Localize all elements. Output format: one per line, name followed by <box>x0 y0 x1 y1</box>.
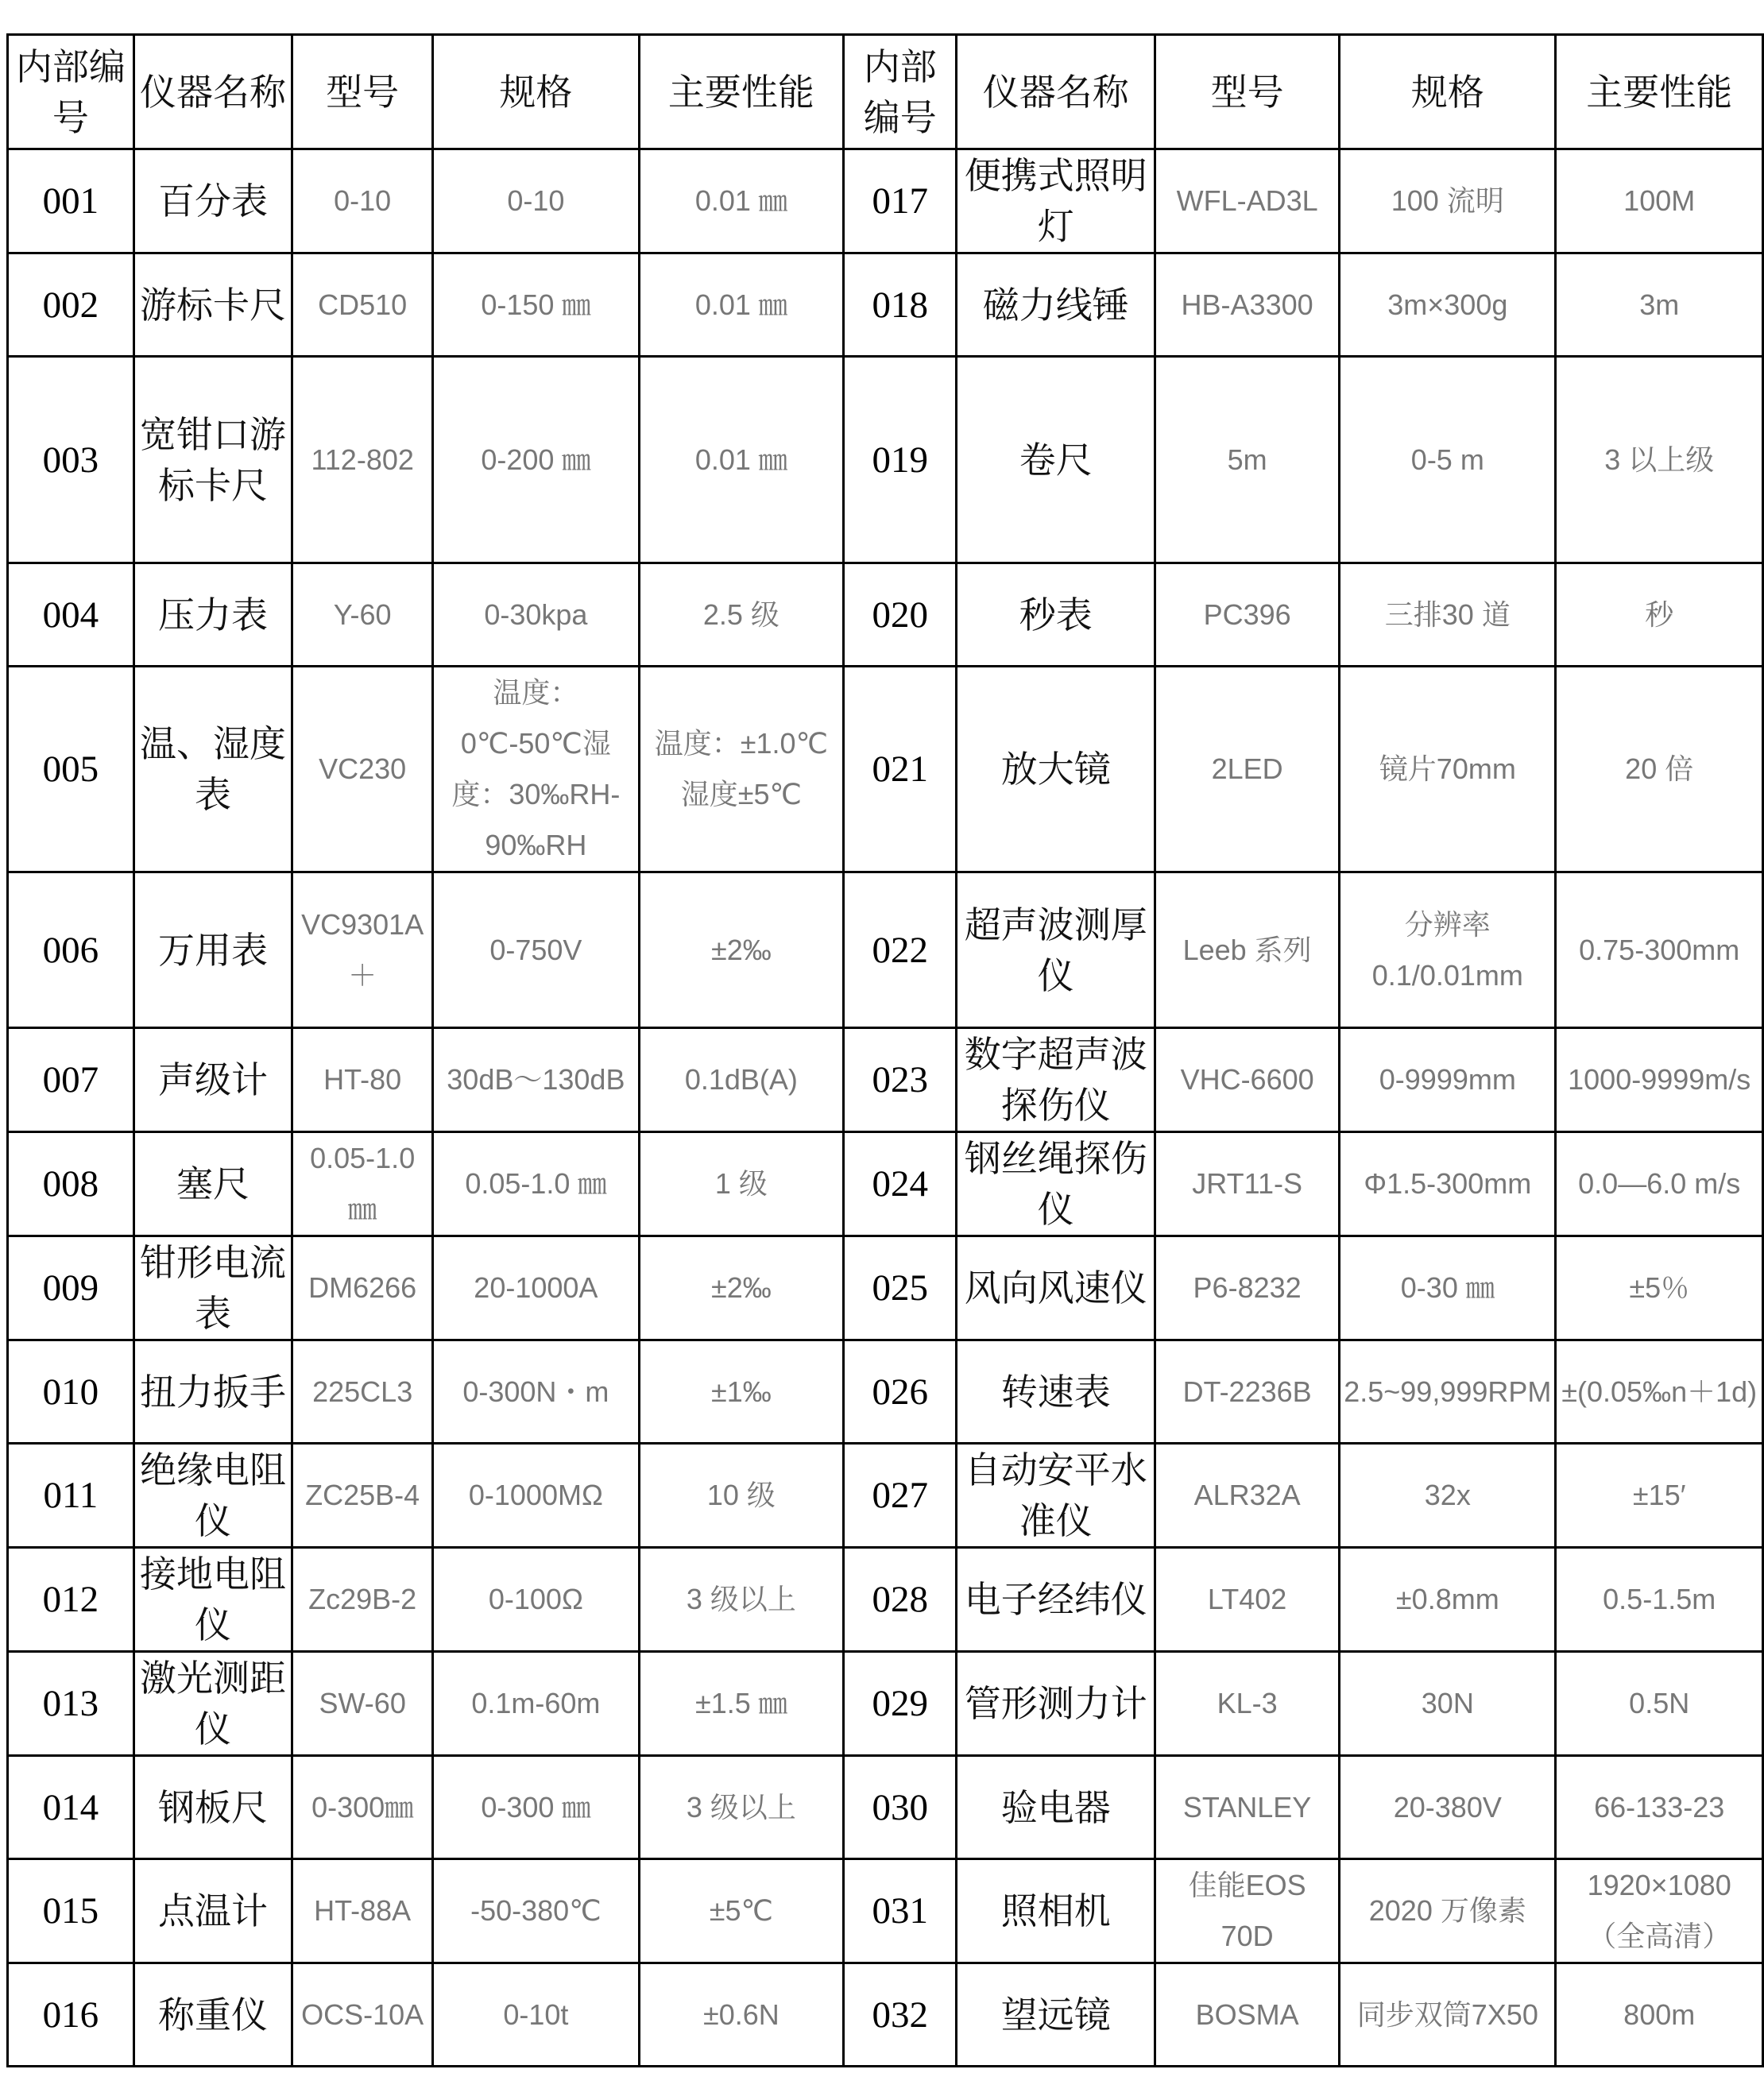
spec-cell: 同步双筒7X50 <box>1340 1963 1556 2067</box>
table-row <box>8 1340 1763 1444</box>
model-cell: Y-60 <box>292 563 433 667</box>
instrument-name-cell: 声级计 <box>133 1028 292 1132</box>
table-row <box>8 1444 1763 1548</box>
performance-cell: 0.5-1.5m <box>1556 1548 1763 1652</box>
performance-cell: 3 级以上 <box>639 1756 844 1859</box>
internal-id-cell: 011 <box>8 1444 134 1548</box>
table-row <box>8 253 1763 357</box>
internal-id-cell: 007 <box>8 1028 134 1132</box>
spec-cell: 0-9999mm <box>1340 1028 1556 1132</box>
performance-cell: 0.01 ㎜ <box>639 253 844 357</box>
instrument-name-cell: 便携式照明灯 <box>957 149 1155 253</box>
spec-cell: 0-5 m <box>1340 357 1556 563</box>
spec-cell: 30dB～130dB <box>433 1028 639 1132</box>
spec-cell: 0-100Ω <box>433 1548 639 1652</box>
internal-id-cell: 028 <box>844 1548 957 1652</box>
model-cell: HB-A3300 <box>1155 253 1340 357</box>
performance-cell: 66-133-23 <box>1556 1756 1763 1859</box>
performance-cell: ±0.6N <box>639 1963 844 2067</box>
header-model: 型号 <box>292 35 433 149</box>
model-cell: KL-3 <box>1155 1652 1340 1756</box>
instrument-name-cell: 钢丝绳探伤仪 <box>957 1132 1155 1236</box>
header-spec: 规格 <box>433 35 639 149</box>
internal-id-cell: 031 <box>844 1859 957 1963</box>
table-row <box>8 1028 1763 1132</box>
performance-cell: 800m <box>1556 1963 1763 2067</box>
table-row <box>8 872 1763 1028</box>
spec-cell: ±0.8mm <box>1340 1548 1556 1652</box>
instrument-name-cell: 压力表 <box>133 563 292 667</box>
model-cell: OCS-10A <box>292 1963 433 2067</box>
internal-id-cell: 008 <box>8 1132 134 1236</box>
internal-id-cell: 020 <box>844 563 957 667</box>
internal-id-cell: 005 <box>8 667 134 872</box>
model-cell: VHC-6600 <box>1155 1028 1340 1132</box>
spec-cell: 温度：0℃-50℃湿度：30‰RH-90‰RH <box>433 667 639 872</box>
performance-cell: ±2‰ <box>639 1236 844 1340</box>
header-row <box>8 35 1763 149</box>
spec-cell: 0-150 ㎜ <box>433 253 639 357</box>
model-cell: PC396 <box>1155 563 1340 667</box>
instrument-name-cell: 温、湿度表 <box>133 667 292 872</box>
spec-cell: 2.5~99,999RPM <box>1340 1340 1556 1444</box>
spec-cell: 100 流明 <box>1340 149 1556 253</box>
table-row <box>8 357 1763 563</box>
model-cell: VC9301A＋ <box>292 872 433 1028</box>
instrument-name-cell: 放大镜 <box>957 667 1155 872</box>
performance-cell: ±1‰ <box>639 1340 844 1444</box>
spec-cell: 30N <box>1340 1652 1556 1756</box>
model-cell: STANLEY <box>1155 1756 1340 1859</box>
instrument-name-cell: 点温计 <box>133 1859 292 1963</box>
instrument-name-cell: 绝缘电阻仪 <box>133 1444 292 1548</box>
performance-cell: 秒 <box>1556 563 1763 667</box>
model-cell: WFL-AD3L <box>1155 149 1340 253</box>
performance-cell: 3m <box>1556 253 1763 357</box>
internal-id-cell: 024 <box>844 1132 957 1236</box>
model-cell: ZC25B-4 <box>292 1444 433 1548</box>
instrument-name-cell: 宽钳口游标卡尺 <box>133 357 292 563</box>
internal-id-cell: 004 <box>8 563 134 667</box>
performance-cell: ±1.5 ㎜ <box>639 1652 844 1756</box>
model-cell: JRT11-S <box>1155 1132 1340 1236</box>
spec-cell: 20-1000A <box>433 1236 639 1340</box>
internal-id-cell: 013 <box>8 1652 134 1756</box>
spec-cell: -50-380℃ <box>433 1859 639 1963</box>
performance-cell: 0.01 ㎜ <box>639 357 844 563</box>
model-cell: Zc29B-2 <box>292 1548 433 1652</box>
internal-id-cell: 029 <box>844 1652 957 1756</box>
instrument-name-cell: 塞尺 <box>133 1132 292 1236</box>
internal-id-cell: 027 <box>844 1444 957 1548</box>
instrument-name-cell: 电子经纬仪 <box>957 1548 1155 1652</box>
spec-cell: 0-200 ㎜ <box>433 357 639 563</box>
spec-cell: 0-300N・m <box>433 1340 639 1444</box>
instrument-name-cell: 钳形电流表 <box>133 1236 292 1340</box>
instrument-name-cell: 百分表 <box>133 149 292 253</box>
internal-id-cell: 006 <box>8 872 134 1028</box>
spec-cell: 分辨率0.1/0.01mm <box>1340 872 1556 1028</box>
spec-cell: Φ1.5-300mm <box>1340 1132 1556 1236</box>
performance-cell: 2.5 级 <box>639 563 844 667</box>
internal-id-cell: 014 <box>8 1756 134 1859</box>
internal-id-cell: 018 <box>844 253 957 357</box>
performance-cell: ±(0.05‰n＋1d) <box>1556 1340 1763 1444</box>
header-instrument-name: 仪器名称 <box>133 35 292 149</box>
performance-cell: ±5℃ <box>639 1859 844 1963</box>
model-cell: 0.05-1.0 ㎜ <box>292 1132 433 1236</box>
table-row <box>8 1132 1763 1236</box>
model-cell: LT402 <box>1155 1548 1340 1652</box>
instrument-name-cell: 接地电阻仪 <box>133 1548 292 1652</box>
table-row <box>8 1756 1763 1859</box>
instrument-name-cell: 照相机 <box>957 1859 1155 1963</box>
performance-cell: 1 级 <box>639 1132 844 1236</box>
performance-cell: 0.5N <box>1556 1652 1763 1756</box>
spec-cell: 3m×300g <box>1340 253 1556 357</box>
model-cell: HT-80 <box>292 1028 433 1132</box>
instrument-name-cell: 游标卡尺 <box>133 253 292 357</box>
internal-id-cell: 003 <box>8 357 134 563</box>
model-cell: CD510 <box>292 253 433 357</box>
performance-cell: 0.75-300mm <box>1556 872 1763 1028</box>
table-row <box>8 1859 1763 1963</box>
model-cell: 0-300㎜ <box>292 1756 433 1859</box>
table-row <box>8 563 1763 667</box>
table-row <box>8 1548 1763 1652</box>
instrument-name-cell: 管形测力计 <box>957 1652 1155 1756</box>
model-cell: 0-10 <box>292 149 433 253</box>
model-cell: DT-2236B <box>1155 1340 1340 1444</box>
performance-cell: ±5％ <box>1556 1236 1763 1340</box>
instrument-name-cell: 钢板尺 <box>133 1756 292 1859</box>
model-cell: Leeb 系列 <box>1155 872 1340 1028</box>
spec-cell: 镜片70mm <box>1340 667 1556 872</box>
spec-cell: 0-300 ㎜ <box>433 1756 639 1859</box>
header-instrument-name: 仪器名称 <box>957 35 1155 149</box>
performance-cell: 10 级 <box>639 1444 844 1548</box>
performance-cell: 1920×1080（全高清） <box>1556 1859 1763 1963</box>
instrument-name-cell: 转速表 <box>957 1340 1155 1444</box>
instrument-name-cell: 卷尺 <box>957 357 1155 563</box>
header-spec: 规格 <box>1340 35 1556 149</box>
instrument-name-cell: 自动安平水准仪 <box>957 1444 1155 1548</box>
internal-id-cell: 025 <box>844 1236 957 1340</box>
spec-cell: 0.1m-60m <box>433 1652 639 1756</box>
spec-cell: 32x <box>1340 1444 1556 1548</box>
table-row <box>8 1652 1763 1756</box>
internal-id-cell: 009 <box>8 1236 134 1340</box>
model-cell: 佳能EOS 70D <box>1155 1859 1340 1963</box>
model-cell: HT-88A <box>292 1859 433 1963</box>
performance-cell: 3 以上级 <box>1556 357 1763 563</box>
performance-cell: 100M <box>1556 149 1763 253</box>
internal-id-cell: 023 <box>844 1028 957 1132</box>
spec-cell: 0-10t <box>433 1963 639 2067</box>
instrument-name-cell: 称重仪 <box>133 1963 292 2067</box>
performance-cell: 温度：±1.0℃湿度±5℃ <box>639 667 844 872</box>
model-cell: 5m <box>1155 357 1340 563</box>
instrument-name-cell: 扭力扳手 <box>133 1340 292 1444</box>
model-cell: 112-802 <box>292 357 433 563</box>
spec-cell: 0.05-1.0 ㎜ <box>433 1132 639 1236</box>
internal-id-cell: 032 <box>844 1963 957 2067</box>
performance-cell: ±15′ <box>1556 1444 1763 1548</box>
internal-id-cell: 016 <box>8 1963 134 2067</box>
spec-cell: 0-750V <box>433 872 639 1028</box>
performance-cell: 0.1dB(A) <box>639 1028 844 1132</box>
spec-cell: 0-1000MΩ <box>433 1444 639 1548</box>
spec-cell: 0-10 <box>433 149 639 253</box>
spec-cell: 0-30kpa <box>433 563 639 667</box>
internal-id-cell: 002 <box>8 253 134 357</box>
header-model: 型号 <box>1155 35 1340 149</box>
internal-id-cell: 021 <box>844 667 957 872</box>
performance-cell: 0.0—6.0 m/s <box>1556 1132 1763 1236</box>
model-cell: 225CL3 <box>292 1340 433 1444</box>
internal-id-cell: 022 <box>844 872 957 1028</box>
model-cell: P6-8232 <box>1155 1236 1340 1340</box>
performance-cell: 20 倍 <box>1556 667 1763 872</box>
model-cell: ALR32A <box>1155 1444 1340 1548</box>
instrument-table <box>6 33 1764 2067</box>
performance-cell: 0.01 ㎜ <box>639 149 844 253</box>
model-cell: DM6266 <box>292 1236 433 1340</box>
instrument-name-cell: 验电器 <box>957 1756 1155 1859</box>
spec-cell: 0-30 ㎜ <box>1340 1236 1556 1340</box>
model-cell: 2LED <box>1155 667 1340 872</box>
header-performance: 主要性能 <box>1556 35 1763 149</box>
table-row <box>8 149 1763 253</box>
internal-id-cell: 030 <box>844 1756 957 1859</box>
instrument-name-cell: 数字超声波探伤仪 <box>957 1028 1155 1132</box>
model-cell: VC230 <box>292 667 433 872</box>
table-row <box>8 1963 1763 2067</box>
instrument-name-cell: 激光测距仪 <box>133 1652 292 1756</box>
internal-id-cell: 010 <box>8 1340 134 1444</box>
table-row <box>8 667 1763 872</box>
table-row <box>8 1236 1763 1340</box>
performance-cell: 1000-9999m/s <box>1556 1028 1763 1132</box>
model-cell: BOSMA <box>1155 1963 1340 2067</box>
instrument-name-cell: 秒表 <box>957 563 1155 667</box>
header-internal-id: 内部编号 <box>844 35 957 149</box>
spec-cell: 20-380V <box>1340 1756 1556 1859</box>
instrument-name-cell: 超声波测厚仪 <box>957 872 1155 1028</box>
internal-id-cell: 012 <box>8 1548 134 1652</box>
model-cell: SW-60 <box>292 1652 433 1756</box>
performance-cell: 3 级以上 <box>639 1548 844 1652</box>
spec-cell: 2020 万像素 <box>1340 1859 1556 1963</box>
instrument-name-cell: 磁力线锤 <box>957 253 1155 357</box>
internal-id-cell: 001 <box>8 149 134 253</box>
performance-cell: ±2‰ <box>639 872 844 1028</box>
internal-id-cell: 026 <box>844 1340 957 1444</box>
internal-id-cell: 015 <box>8 1859 134 1963</box>
instrument-name-cell: 万用表 <box>133 872 292 1028</box>
header-internal-id: 内部编号 <box>8 35 134 149</box>
instrument-name-cell: 望远镜 <box>957 1963 1155 2067</box>
header-performance: 主要性能 <box>639 35 844 149</box>
internal-id-cell: 017 <box>844 149 957 253</box>
internal-id-cell: 019 <box>844 357 957 563</box>
instrument-name-cell: 风向风速仪 <box>957 1236 1155 1340</box>
spec-cell: 三排30 道 <box>1340 563 1556 667</box>
